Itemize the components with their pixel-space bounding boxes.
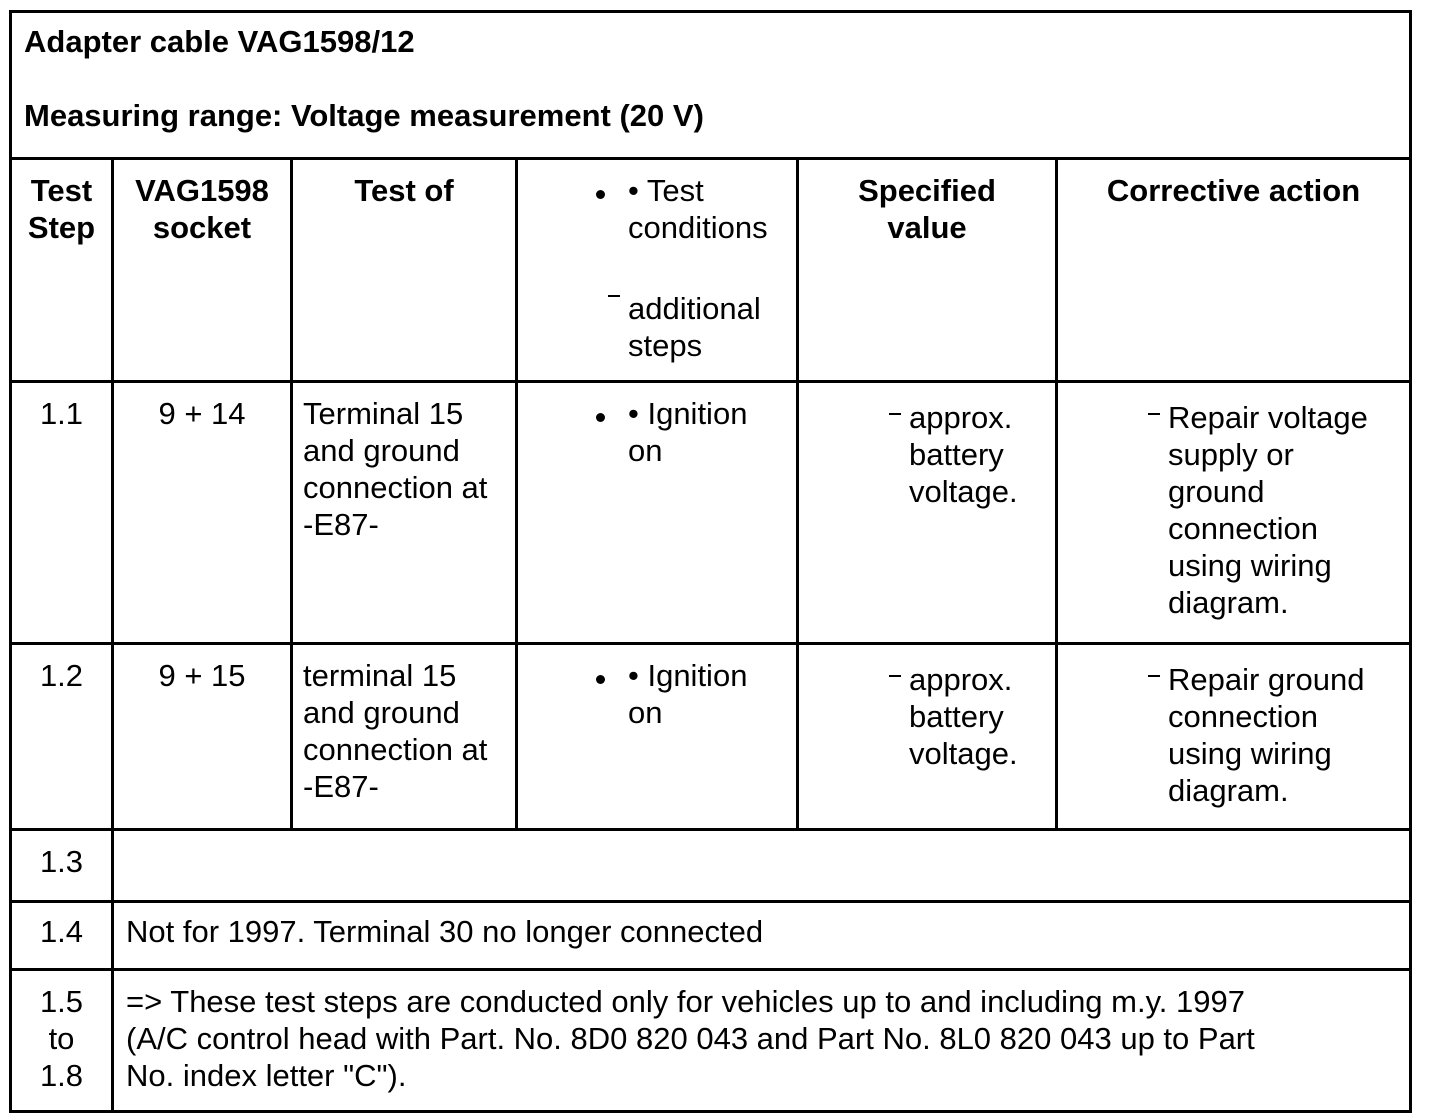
row-test-of: Terminal 15 and ground connection at -E87- <box>292 382 517 644</box>
bullet-icon <box>596 675 605 684</box>
table-row <box>11 830 1411 902</box>
row-socket: 9 + 15 <box>113 644 292 830</box>
header-test-step: Test Step <box>11 159 113 382</box>
table-row <box>11 644 1411 830</box>
test-table <box>9 10 1412 1113</box>
header-conditions: • Test conditions additional steps <box>517 159 798 382</box>
bullet-icon <box>596 413 605 422</box>
header-row <box>11 159 1411 382</box>
row-step: 1.2 <box>11 644 113 830</box>
row-test-of: terminal 15 and ground connection at -E87- <box>292 644 517 830</box>
dash-icon <box>1148 413 1160 415</box>
table-row <box>11 382 1411 644</box>
row-corrective: Repair ground connection using wiring diagram. <box>1057 644 1411 830</box>
row-note: Not for 1997. Terminal 30 no longer connected <box>113 902 1411 970</box>
header-test-of: Test of <box>292 159 517 382</box>
row-specified: approx. battery voltage. <box>798 644 1057 830</box>
dash-icon <box>608 295 620 297</box>
dash-icon <box>1148 675 1160 677</box>
table-subtitle: Measuring range: Voltage measurement (20 V) <box>24 98 704 133</box>
row-socket: 9 + 14 <box>113 382 292 644</box>
dash-icon <box>889 675 901 677</box>
table-row <box>11 902 1411 970</box>
row-condition: • Ignition on <box>517 382 798 644</box>
header-corrective: Corrective action <box>1057 159 1411 382</box>
bullet-icon <box>596 190 605 199</box>
row-condition: • Ignition on <box>517 644 798 830</box>
table-title-cell <box>11 12 1411 159</box>
header-specified: Specified value <box>798 159 1057 382</box>
row-note: => These test steps are conducted only for vehicles up to and including m.y. 1997 (A/C control head with Part. No. 8D0 820 043 and Part No. 8L0 820 043 up to Part No. index letter "C"). <box>113 970 1411 1112</box>
row-step: 1.1 <box>11 382 113 644</box>
header-socket: VAG1598 socket <box>113 159 292 382</box>
dash-icon <box>889 413 901 415</box>
row-step: 1.4 <box>11 902 113 970</box>
table-title: Adapter cable VAG1598/12 <box>24 24 415 59</box>
row-note <box>113 830 1411 902</box>
table-row <box>11 970 1411 1112</box>
row-corrective: Repair voltage supply or ground connection using wiring diagram. <box>1057 382 1411 644</box>
row-step: 1.5 to 1.8 <box>11 970 113 1112</box>
row-specified: approx. battery voltage. <box>798 382 1057 644</box>
row-step: 1.3 <box>11 830 113 902</box>
